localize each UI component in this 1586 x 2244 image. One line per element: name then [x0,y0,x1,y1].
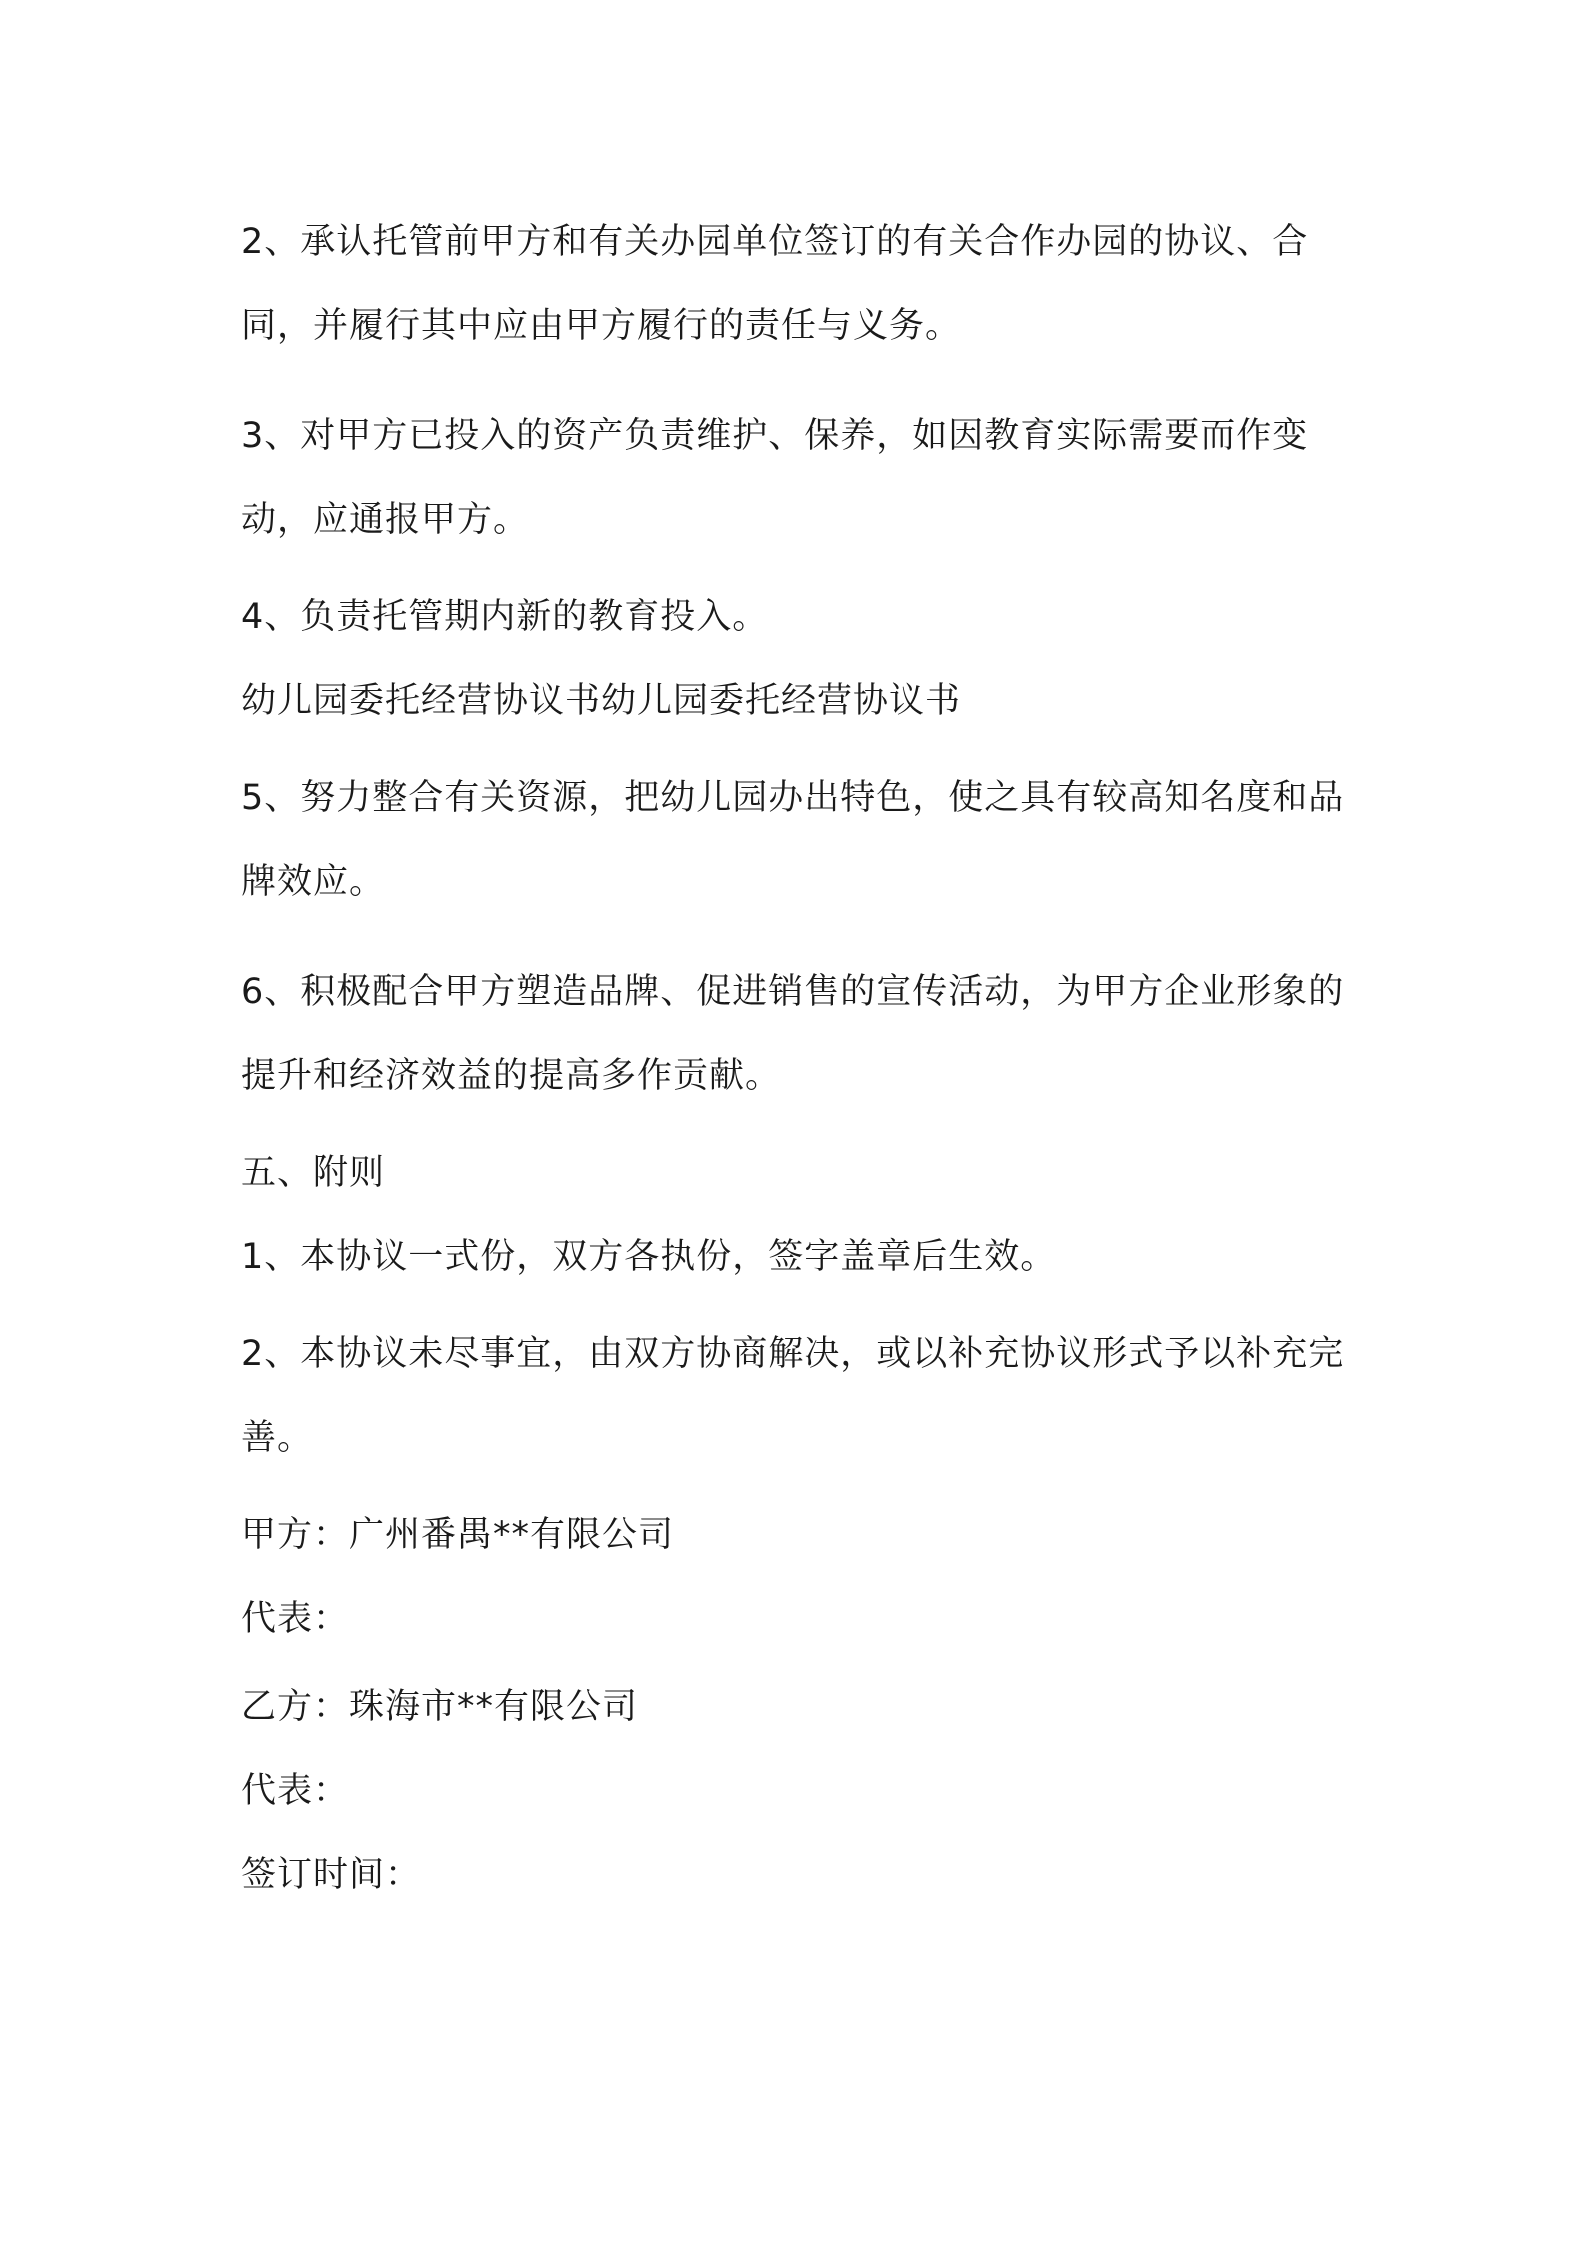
clause-5-resource-integration: 5、努力整合有关资源，把幼儿园办出特色，使之具有较高知名度和品牌效应。 [241,778,1345,902]
appendix-clause-1: 1、本协议一式份，双方各执份，签字盖章后生效。 [241,1237,1057,1277]
party-a-name: 甲方：广州番禺**有限公司 [241,1515,675,1555]
section-heading-appendix: 五、附则 [241,1153,386,1193]
document-body [241,200,1356,1930]
party-b-name: 乙方：珠海市**有限公司 [241,1687,639,1727]
party-b-representative: 代表： [241,1771,350,1811]
clause-3-asset-maintenance: 3、对甲方已投入的资产负责维护、保养，如因教育实际需要而作变动，应通报甲方。 [241,416,1309,540]
party-a-representative: 代表： [241,1599,350,1639]
signing-date: 签订时间： [241,1855,422,1895]
clause-2-acknowledge-agreements: 2、承认托管前甲方和有关办园单位签订的有关合作办园的协议、合同，并履行其中应由甲方履行的责任与义务。 [241,222,1309,346]
document-title-line: 幼儿园委托经营协议书幼儿园委托经营协议书 [241,681,962,721]
clause-6-brand-promotion: 6、积极配合甲方塑造品牌、促进销售的宣传活动，为甲方企业形象的提升和经济效益的提高多作贡献。 [241,972,1345,1096]
clause-4-education-investment: 4、负责托管期内新的教育投入。 [241,597,769,637]
appendix-clause-2: 2、本协议未尽事宜，由双方协商解决，或以补充协议形式予以补充完善。 [241,1334,1345,1458]
